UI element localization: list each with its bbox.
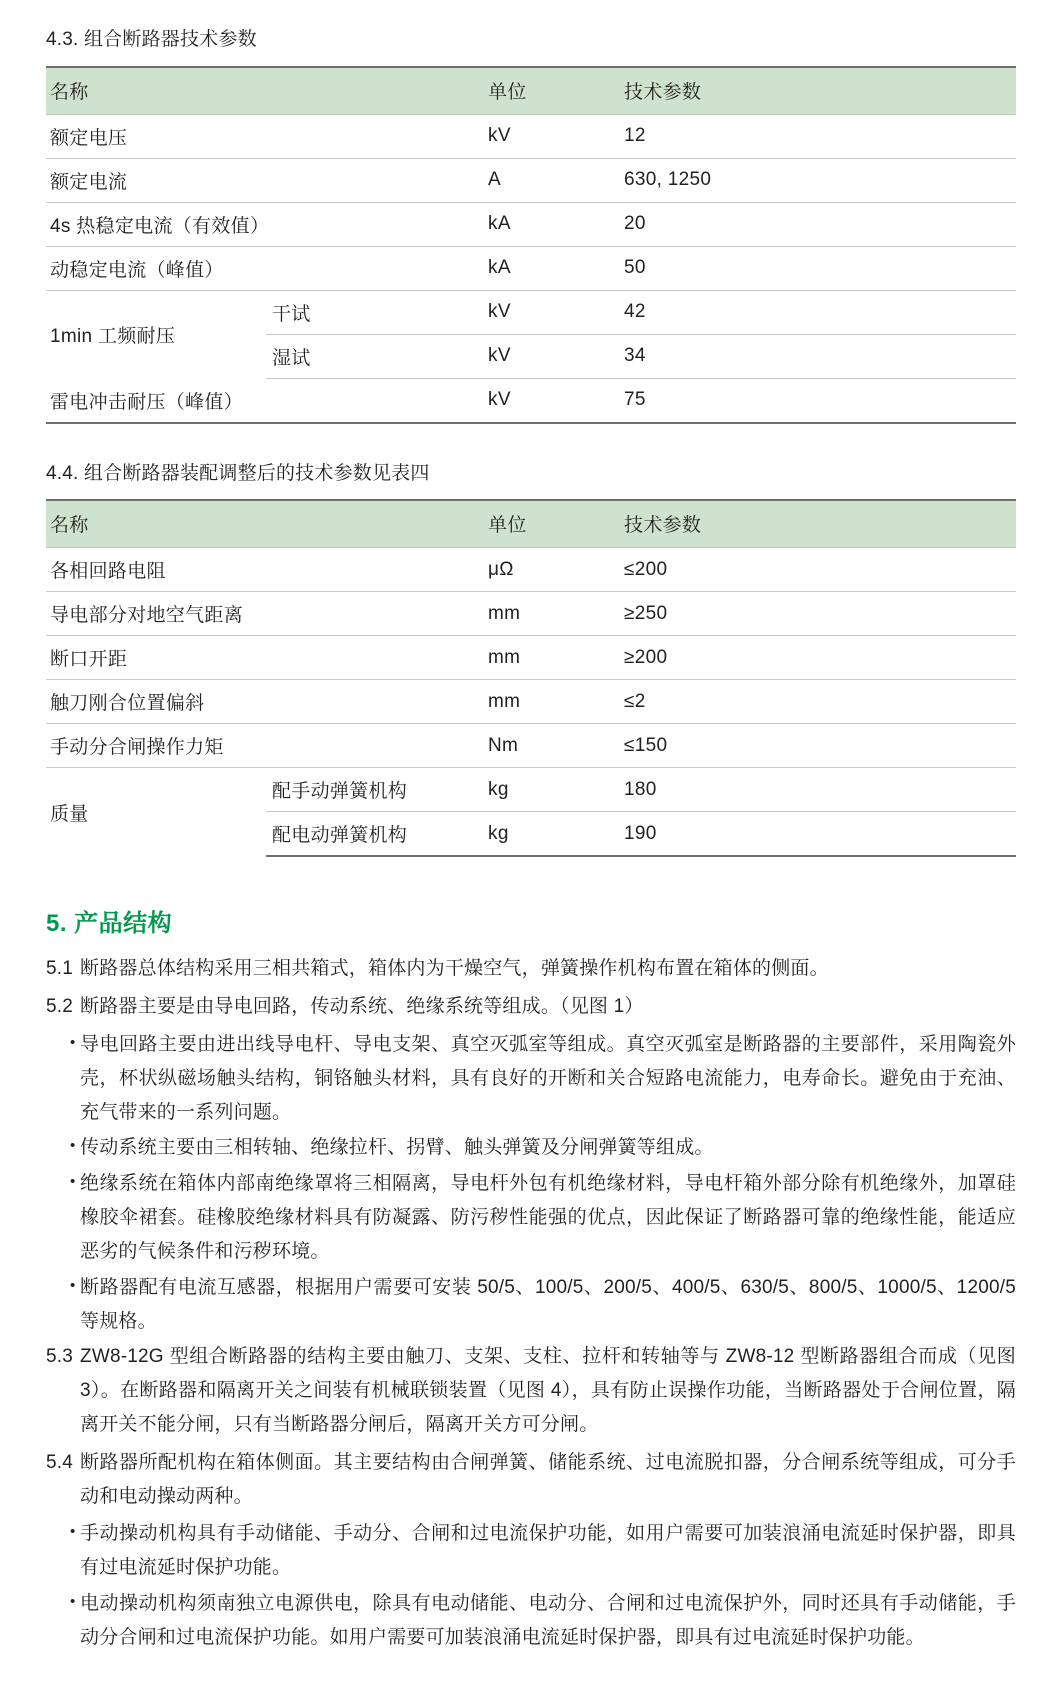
- cell-sub-name: 湿试: [266, 334, 484, 378]
- cell-name: 额定电压: [46, 114, 484, 158]
- cell-sub-name: 配手动弹簧机构: [266, 768, 484, 812]
- cell-sub-name: 干试: [266, 290, 484, 334]
- table-row: [46, 724, 1016, 768]
- table-4-3-body: [46, 114, 1016, 423]
- cell-value: 180: [620, 768, 1016, 812]
- column-header-value: 技术参数: [620, 500, 1016, 548]
- table-row: [46, 246, 1016, 290]
- cell-unit: kV: [484, 334, 620, 378]
- cell-name: 雷电冲击耐压（峰值）: [46, 378, 484, 423]
- list-item: • 导电回路主要由进出线导电杆、导电支架、真空灭弧室等组成。真空灭弧室是断路器的主要部件，采用陶瓷外壳，杯状纵磁场触头结构，铜铬触头材料，具有良好的开断和关合短路电流能力，电寿命长。避免由于充油、充气带来的一系列问题。: [46, 1028, 1016, 1129]
- cell-value: ≤2: [620, 680, 1016, 724]
- section-4-3-heading: 4.3. 组合断路器技术参数: [46, 29, 257, 50]
- cell-name: 导电部分对地空气距离: [46, 592, 484, 636]
- table-row: [46, 114, 1016, 158]
- table-row: [46, 378, 1016, 423]
- cell-value: ≥200: [620, 636, 1016, 680]
- cell-name: 4s 热稳定电流（有效值）: [46, 202, 484, 246]
- column-header-unit: 单位: [484, 500, 620, 548]
- column-header-unit: 单位: [484, 67, 620, 115]
- cell-unit: kg: [484, 812, 620, 857]
- list-item: • 绝缘系统在箱体内部南绝缘罩将三相隔离，导电杆外包有机绝缘材料，导电杆箱外部分除有机绝缘外，加罩硅橡胶伞裙套。硅橡胶绝缘材料具有防凝露、防污秽性能强的优点，因此保证了断路器可靠的绝缘性能，能适应恶劣的气候条件和污秽环境。: [46, 1167, 1016, 1268]
- list-item: • 电动操动机构须南独立电源供电，除具有电动储能、电动分、合闸和过电流保护外，同时还具有手动储能，手动分合闸和过电流保护功能。如用户需要可加装浪涌电流延时保护器，即具有过电流延时保护功能。: [46, 1587, 1016, 1655]
- paragraph-number: 5.4: [46, 1451, 74, 1473]
- paragraph-text: 断路器总体结构采用三相共箱式，箱体内为干燥空气，弹簧操作机构布置在箱体的侧面。: [80, 958, 829, 980]
- cell-value: 630, 1250: [620, 158, 1016, 202]
- cell-name: 各相回路电阻: [46, 548, 484, 592]
- list-item: • 断路器配有电流互感器，根据用户需要可安装 50/5、100/5、200/5、400/5、630/5、800/5、1000/5、1200/5 等规格。: [46, 1271, 1016, 1339]
- cell-name: 1min 工频耐压: [50, 325, 176, 347]
- table-4-4-body: [46, 548, 1016, 857]
- table-header-row: [46, 67, 1016, 115]
- paragraph-number: 5.1: [46, 958, 74, 980]
- paragraph-5-2: [46, 990, 1016, 1024]
- table-row: [46, 202, 1016, 246]
- list-item: • 传动系统主要由三相转轴、绝缘拉杆、拐臂、触头弹簧及分闸弹簧等组成。: [46, 1131, 1016, 1165]
- cell-name: 手动分合闸操作力矩: [46, 724, 484, 768]
- cell-unit: kV: [484, 290, 620, 334]
- section-4-4-heading: 4.4. 组合断路器装配调整后的技术参数见表四: [46, 462, 430, 484]
- table-header-row: [46, 500, 1016, 548]
- cell-value: 190: [620, 812, 1016, 857]
- cell-value: ≥250: [620, 592, 1016, 636]
- cell-unit: kV: [484, 114, 620, 158]
- table-4-4: [46, 499, 1016, 857]
- cell-value: ≤200: [620, 548, 1016, 592]
- cell-value: 50: [620, 246, 1016, 290]
- cell-unit: kg: [484, 768, 620, 812]
- table-row: [46, 636, 1016, 680]
- cell-unit: μΩ: [484, 548, 620, 592]
- cell-sub-name: 配电动弹簧机构: [266, 812, 484, 857]
- cell-unit: A: [484, 158, 620, 202]
- paragraph-number: 5.2: [46, 996, 74, 1018]
- cell-name: 断口开距: [46, 636, 484, 680]
- cell-unit: kA: [484, 202, 620, 246]
- table-row: [46, 290, 1016, 334]
- cell-unit: mm: [484, 592, 620, 636]
- table-row: [46, 592, 1016, 636]
- cell-value: ≤150: [620, 724, 1016, 768]
- column-header-name: 名称: [46, 67, 484, 115]
- cell-unit: mm: [484, 636, 620, 680]
- cell-unit: mm: [484, 680, 620, 724]
- paragraph-5-3: [46, 1340, 1016, 1441]
- cell-name: 质量: [50, 803, 89, 825]
- table-4-4-head: [46, 500, 1016, 548]
- column-header-value: 技术参数: [620, 67, 1016, 115]
- table-4-3-head: [46, 67, 1016, 115]
- column-header-name: 名称: [46, 500, 484, 548]
- cell-value: 12: [620, 114, 1016, 158]
- table-row: [46, 158, 1016, 202]
- cell-name: 动稳定电流（峰值）: [46, 246, 484, 290]
- table-row: [46, 680, 1016, 724]
- cell-unit: Nm: [484, 724, 620, 768]
- section-5-title: 5. 产品结构: [46, 910, 173, 938]
- paragraph-5-4: [46, 1446, 1016, 1514]
- paragraph-text: ZW8-12G 型组合断路器的结构主要由触刀、支架、支柱、拉杆和转轴等与 ZW8-12 型断路器组合而成（见图 3）。在断路器和隔离开关之间装有机械联锁装置（见图 4），具有防止误操作功能，当断路器处于合闸位置，隔离开关不能分闸，只有当断路器分闸后，隔离开关方可分闸。: [80, 1346, 1016, 1435]
- cell-value: 34: [620, 334, 1016, 378]
- paragraph-5-1: [46, 952, 1016, 986]
- cell-name: 触刀刚合位置偏斜: [46, 680, 484, 724]
- paragraph-text: 断路器主要是由导电回路，传动系统、绝缘系统等组成。（见图 1）: [80, 996, 644, 1018]
- table-row: [46, 768, 1016, 812]
- list-item: • 手动操动机构具有手动储能、手动分、合闸和过电流保护功能，如用户需要可加装浪涌电流延时保护器，即具有过电流延时保护功能。: [46, 1517, 1016, 1585]
- cell-value: 75: [620, 378, 1016, 423]
- table-row: [46, 548, 1016, 592]
- paragraph-text: 断路器所配机构在箱体侧面。其主要结构由合闸弹簧、储能系统、过电流脱扣器，分合闸系统等组成，可分手动和电动操动两种。: [80, 1451, 1016, 1507]
- cell-value: 20: [620, 202, 1016, 246]
- table-4-3: [46, 66, 1016, 424]
- paragraph-number: 5.3: [46, 1346, 74, 1368]
- cell-value: 42: [620, 290, 1016, 334]
- cell-unit: kV: [484, 378, 620, 423]
- cell-unit: kA: [484, 246, 620, 290]
- cell-name: 额定电流: [46, 158, 484, 202]
